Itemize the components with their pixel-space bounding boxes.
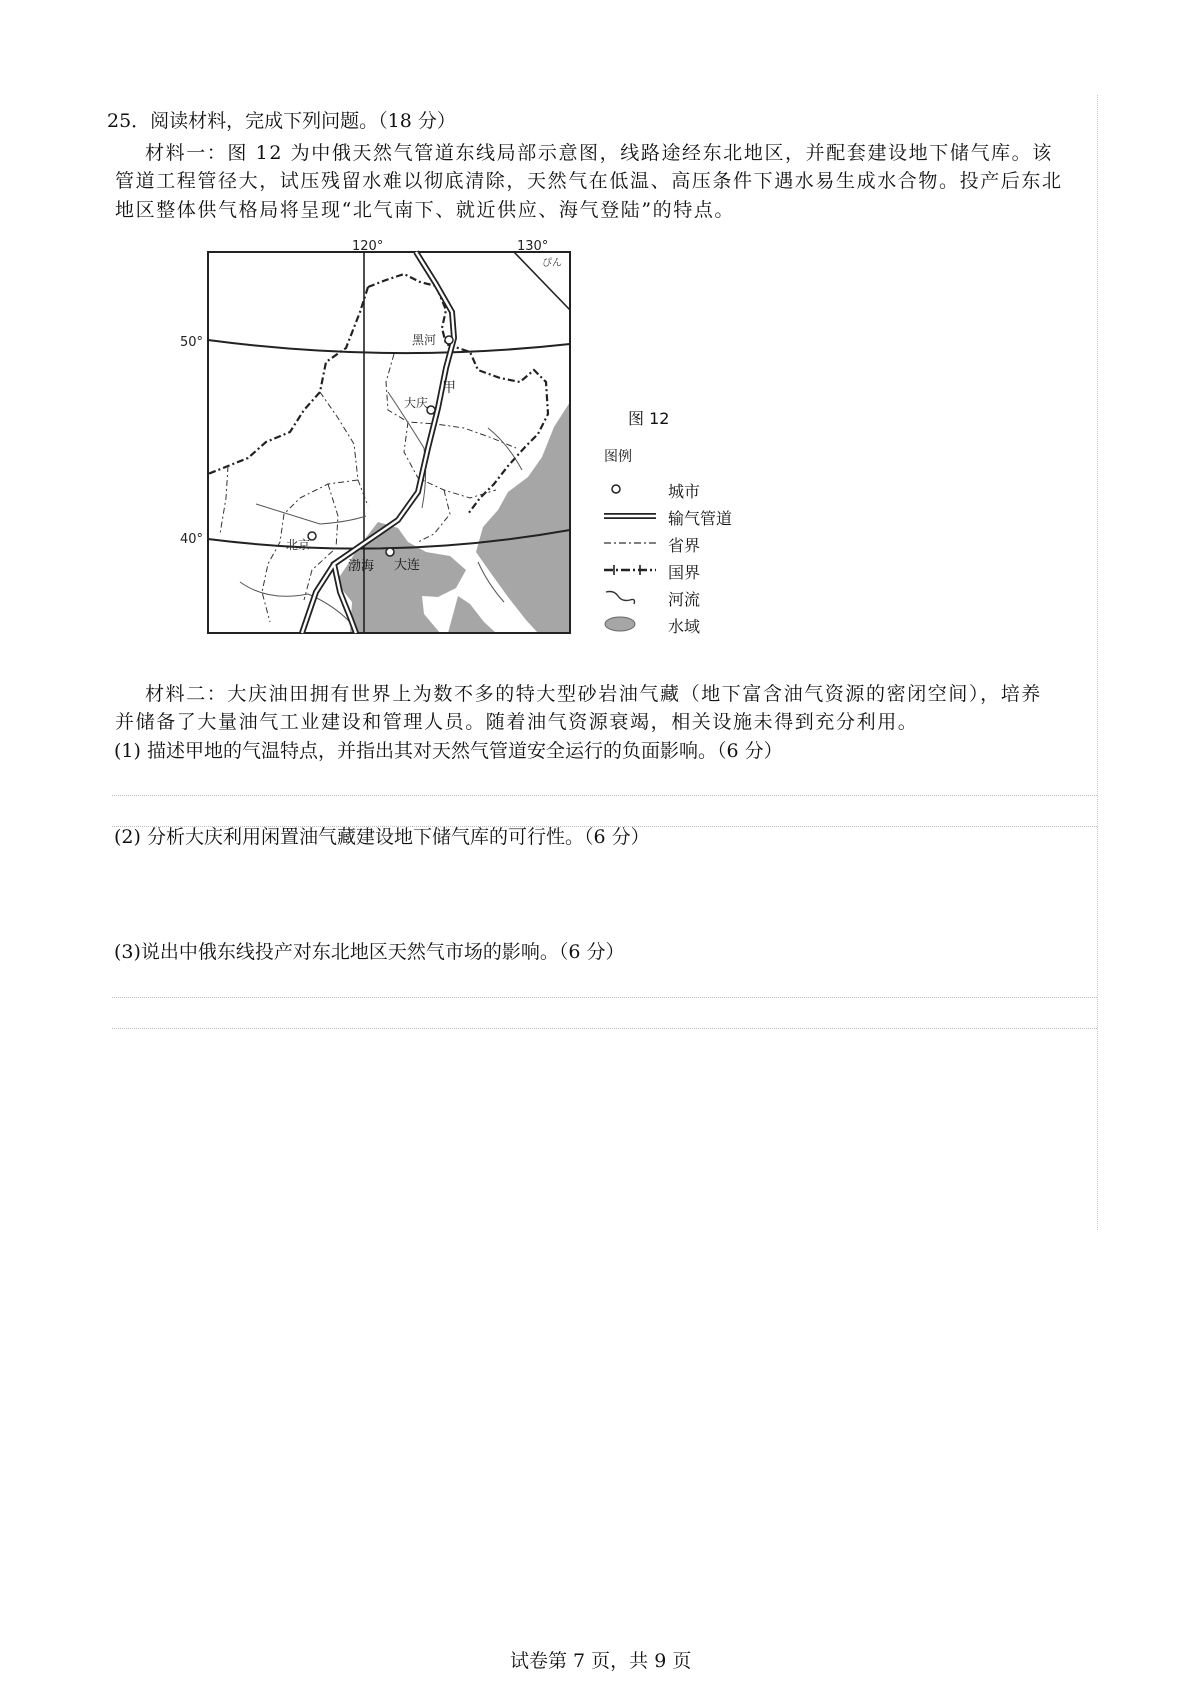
legend-national: 国界	[604, 557, 764, 583]
national-border-symbol-icon	[604, 561, 656, 579]
sea-east	[476, 402, 570, 633]
lat-label-50: 50°	[180, 335, 204, 350]
pipeline-map	[180, 232, 600, 642]
lon-label-120: 120°	[352, 239, 384, 254]
material-two-line-2: 并储备了大量油气工业建设和管理人员。随着油气资源衰竭，相关设施未得到充分利用。	[115, 711, 919, 733]
province-border-symbol-icon	[604, 534, 656, 552]
subquestion-3: (3)说出中俄东线投产对东北地区天然气市场的影响。（6 分）	[114, 941, 625, 963]
label-daqing: 大庆	[404, 396, 429, 410]
answer-line	[112, 795, 1097, 796]
label-jia: 甲	[442, 380, 456, 396]
lon-label-130: 130°	[517, 239, 549, 254]
river-symbol-icon	[604, 588, 656, 606]
label-heihe: 黑河	[412, 333, 437, 347]
label-dalian: 大连	[394, 558, 421, 573]
figure-label: 图 12	[628, 409, 670, 428]
subquestion-1: (1) 描述甲地的气温特点，并指出其对天然气管道安全运行的负面影响。（6 分）	[114, 740, 783, 762]
margin-guide	[1097, 95, 1098, 1230]
subquestion-2: (2) 分析大庆利用闲置油气藏建设地下储气库的可行性。（6 分）	[114, 826, 650, 848]
city-symbol-icon	[604, 480, 656, 498]
material-one-line-2: 管道工程管径大，试压残留水难以彻底清除，天然气在低温、高压条件下遇水易生成水合物。投产后东北	[115, 170, 1063, 192]
material-two-line-1: 材料二：大庆油田拥有世界上为数不多的特大型砂岩油气藏（地下富含油气资源的密闭空间），培养	[145, 683, 1042, 705]
material-one-line-1: 材料一：图 12 为中俄天然气管道东线局部示意图，线路途经东北地区，并配套建设地下储气库。该	[145, 142, 1053, 164]
water-symbol-icon	[604, 615, 656, 633]
answer-line	[112, 1028, 1097, 1029]
answer-line	[112, 997, 1097, 998]
sea-yellow	[448, 596, 496, 633]
parallel-50	[208, 340, 570, 353]
pipeline-symbol-icon	[604, 507, 656, 525]
label-beijing: 北京	[286, 538, 311, 552]
legend-pipeline: 输气管道	[604, 503, 764, 529]
city-daqing	[427, 406, 435, 414]
map-corner-mark: ぴん	[542, 258, 562, 269]
city-dalian	[386, 548, 394, 556]
page-footer: 试卷第 7 页，共 9 页	[510, 1650, 692, 1672]
material-one-line-3: 地区整体供气格局将呈现“北气南下、就近供应、海气登陆”的特点。	[115, 199, 736, 221]
question-heading: 25．阅读材料，完成下列问题。（18 分）	[107, 110, 456, 132]
lat-label-40: 40°	[180, 532, 204, 547]
bohai-sea	[336, 522, 466, 633]
legend-title: 图例	[604, 449, 632, 465]
national-border	[208, 274, 548, 514]
legend-river: 河流	[604, 584, 764, 610]
legend-province: 省界	[604, 530, 764, 556]
city-heihe	[445, 336, 453, 344]
legend-water: 水域	[604, 611, 764, 637]
label-bohai: 渤海	[348, 559, 375, 574]
legend-city: 城市	[604, 476, 764, 502]
